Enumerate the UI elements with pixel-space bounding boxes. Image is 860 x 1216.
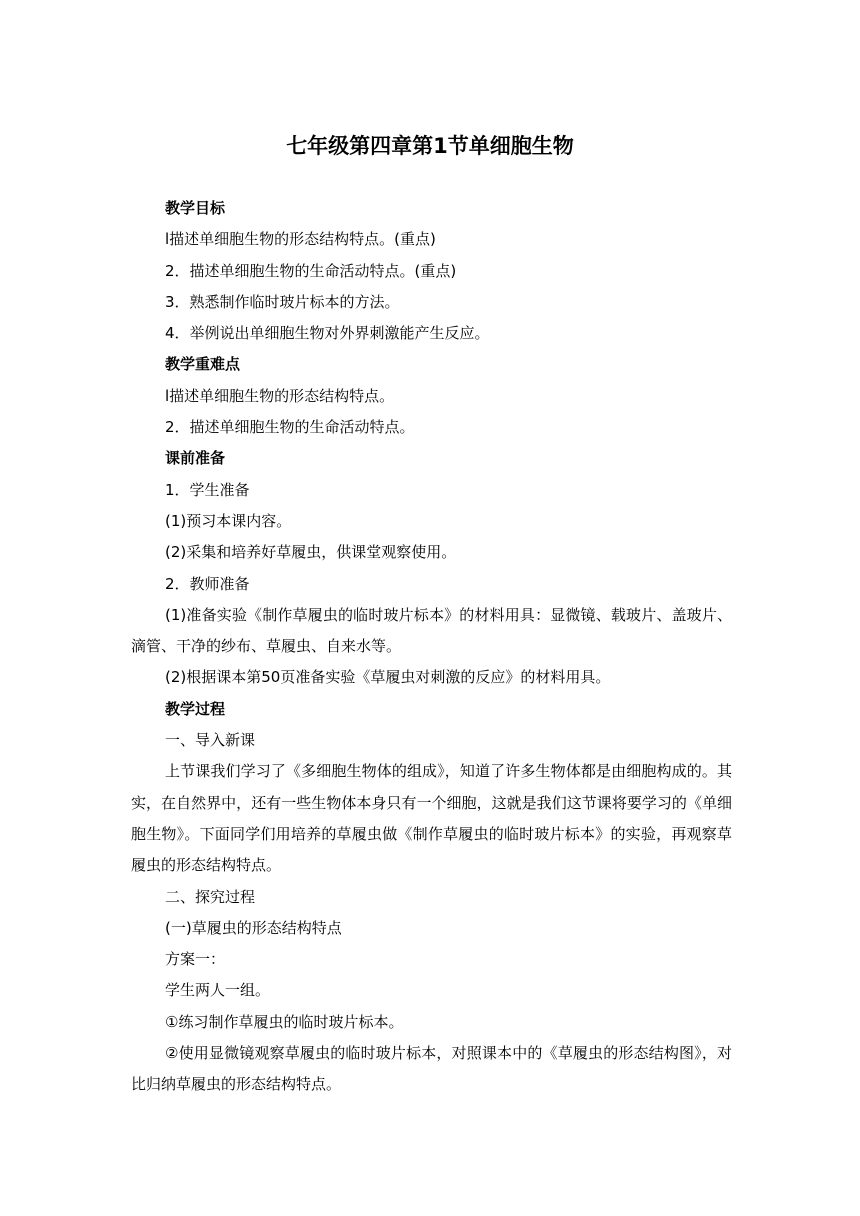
teacher-preparation-item: (2)根据课本第50页准备实验《草履虫对刺激的反应》的材料用具。: [165, 668, 611, 687]
section-heading-process: 教学过程: [165, 699, 226, 718]
student-preparation-item: (1)预习本课内容。: [165, 511, 292, 530]
process-subsection-label: (一)草履虫的形态结构特点: [165, 918, 342, 937]
student-preparation-item: (2)采集和培养好草履虫，供课堂观察使用。: [165, 543, 457, 562]
objective-item: 3．熟悉制作临时玻片标本的方法。: [165, 292, 400, 311]
document-title: 七年级第四章第1节单细胞生物: [286, 134, 574, 158]
plan-label: 方案一：: [165, 950, 226, 969]
objective-item: l描述单细胞生物的形态结构特点。(重点): [165, 230, 436, 249]
section-heading-objectives: 教学目标: [165, 199, 226, 217]
section-heading-key-points: 教学重难点: [165, 355, 241, 374]
process-paragraph: 上节课我们学习了《多细胞生物体的组成》，知道了许多生物体都是由细胞构成的。其实，在自然界中，还有一些生物体本身只有一个细胞，这就是我们这节课将要学习的《单细胞生物》。下面同学们用培养的草履虫做《制作草履虫的临时玻片标本》的实验，再观察草履虫的形态结构特点。: [131, 762, 732, 875]
process-step: ①练习制作草履虫的临时玻片标本。: [165, 1012, 404, 1031]
process-part-label: 一、导入新课: [165, 731, 256, 750]
objective-item: 2．描述单细胞生物的生命活动特点。(重点): [165, 261, 457, 280]
group-text: 学生两人一组。: [165, 981, 271, 1000]
teacher-preparation-label: 2．教师准备: [165, 574, 250, 593]
document-body: [131, 193, 732, 1101]
objective-item: 4．举例说出单细胞生物对外界刺激能产生反应。: [165, 324, 490, 343]
process-step: ②使用显微镜观察草履虫的临时玻片标本，对照课本中的《草履虫的形态结构图》，对比归纳草履虫的形态结构特点。: [131, 1044, 732, 1094]
key-point-item: 2．描述单细胞生物的生命活动特点。: [165, 418, 415, 437]
teacher-preparation-item: (1)准备实验《制作草履虫的临时玻片标本》的材料用具：显微镜、载玻片、盖玻片、滴管、干净的纱布、草履虫、自来水等。: [131, 605, 732, 656]
section-heading-preparation: 课前准备: [165, 449, 226, 468]
student-preparation-label: 1．学生准备: [165, 480, 250, 499]
key-point-item: l描述单细胞生物的形态结构特点。: [165, 386, 395, 405]
process-part-label: 二、探究过程: [165, 887, 256, 906]
